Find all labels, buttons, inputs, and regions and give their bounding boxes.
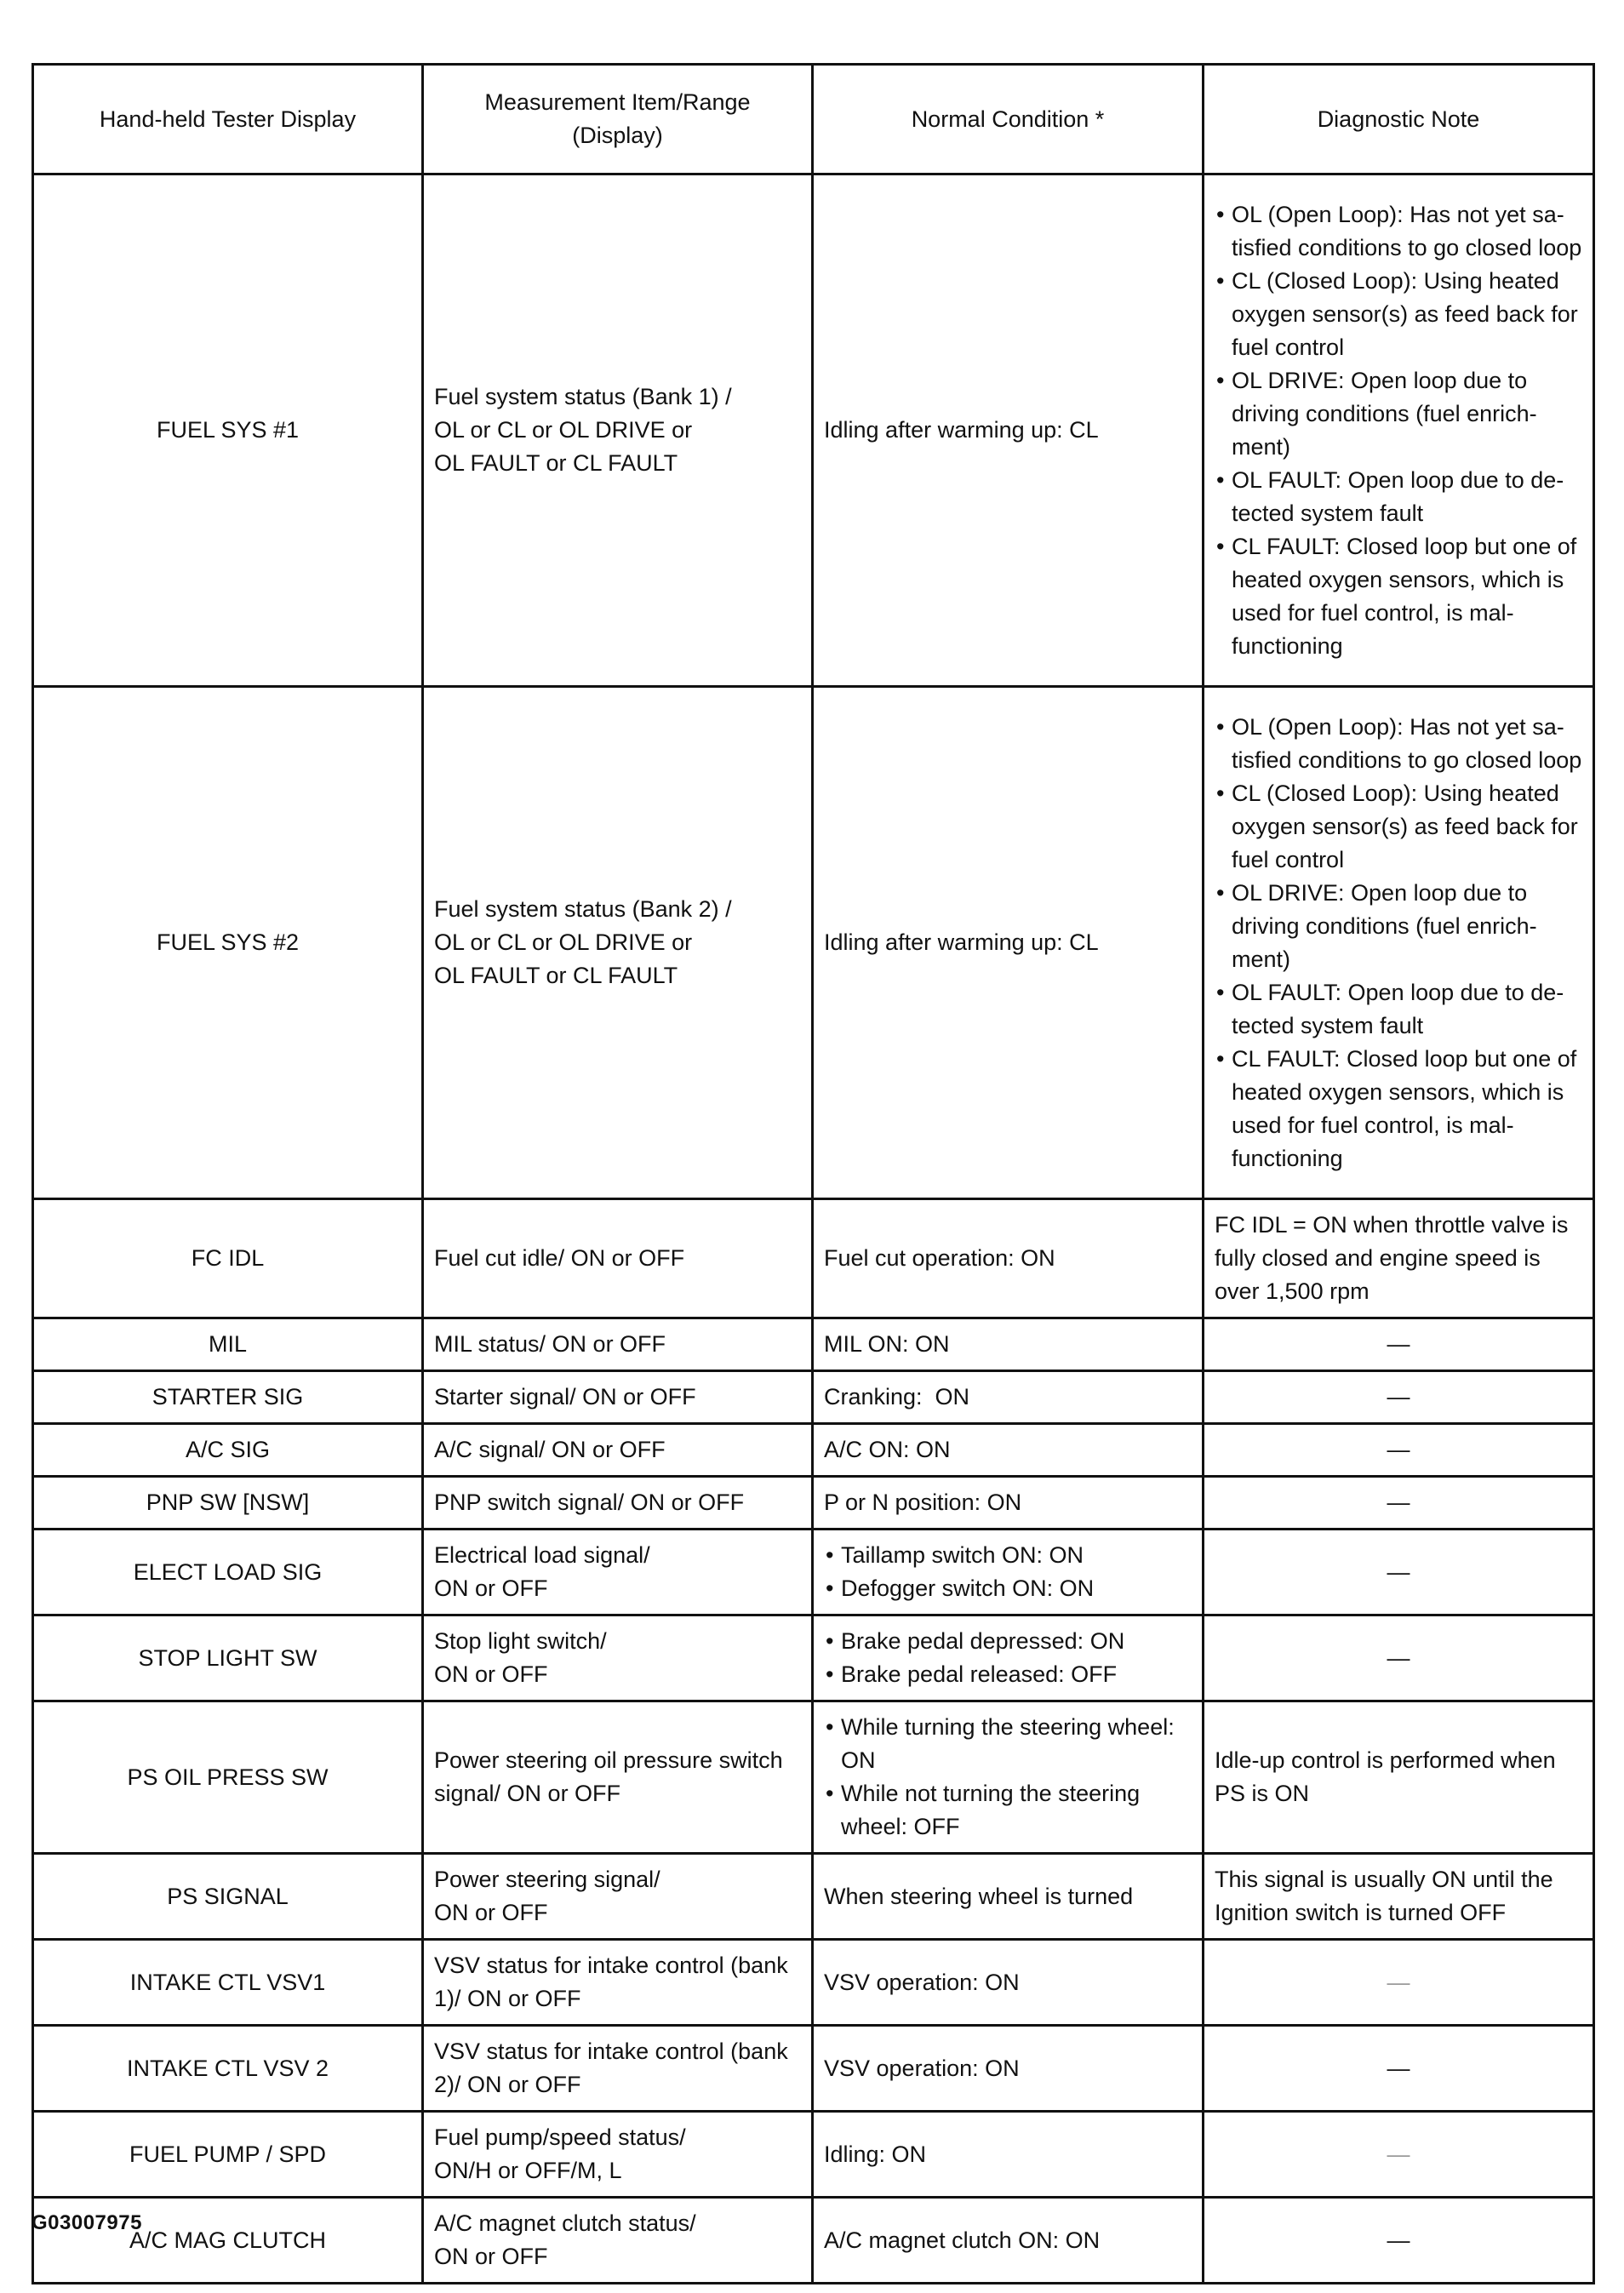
header-measurement-line1: Measurement Item/Range: [484, 89, 751, 115]
cell-normal: Idling: ON: [813, 2112, 1204, 2198]
measurement-line: ON or OFF: [434, 1575, 548, 1601]
cell-note: [1204, 1940, 1594, 2026]
measurement-line: A/C magnet clutch status/: [434, 2210, 696, 2236]
table-row: [33, 1371, 1594, 1424]
cell-display: MIL: [33, 1318, 423, 1371]
table-row: [33, 1854, 1594, 1940]
cell-measurement: [423, 2198, 813, 2284]
measurement-line: Fuel pump/speed status/: [434, 2124, 686, 2150]
note-bullet-list: [1215, 711, 1582, 1175]
note-bullet-list: [1215, 198, 1582, 663]
cell-display: PS OIL PRESS SW: [33, 1701, 423, 1854]
measurement-line: Stop light switch/: [434, 1628, 607, 1654]
normal-item: • Defogger switch ON: ON: [824, 1572, 1192, 1605]
cell-measurement: VSV status for intake control (bank 2)/ ON or OFF: [423, 2026, 813, 2112]
cell-normal: [813, 1701, 1204, 1854]
dash-mark: —: [1387, 1558, 1410, 1585]
table-row: [33, 1530, 1594, 1615]
cell-display: A/C MAG CLUTCH: [33, 2198, 423, 2284]
normal-bullet-list: [824, 1539, 1192, 1605]
cell-measurement: [423, 2112, 813, 2198]
cell-measurement: VSV status for intake control (bank 1)/ ON or OFF: [423, 1940, 813, 2026]
cell-measurement: [423, 1854, 813, 1940]
note-item: • OL FAULT: Open loop due to de- tected system fault: [1215, 976, 1582, 1043]
header-measurement: [423, 65, 813, 174]
cell-measurement: Power steering oil pressure switch signal/ ON or OFF: [423, 1701, 813, 1854]
header-tester-display: Hand-held Tester Display: [33, 65, 423, 174]
cell-measurement: [423, 687, 813, 1199]
header-normal-condition: Normal Condition *: [813, 65, 1204, 174]
cell-note: [1204, 2026, 1594, 2112]
measurement-line: ON or OFF: [434, 1661, 548, 1687]
cell-normal: MIL ON: ON: [813, 1318, 1204, 1371]
dash-mark: —: [1387, 1437, 1410, 1462]
cell-display: A/C SIG: [33, 1424, 423, 1477]
note-item: • CL FAULT: Closed loop but one of heated oxygen sensors, which is used for fuel control, is mal- functioning: [1215, 530, 1582, 663]
cell-normal: A/C ON: ON: [813, 1424, 1204, 1477]
cell-display: STOP LIGHT SW: [33, 1615, 423, 1701]
table-row: [33, 2198, 1594, 2284]
cell-note: [1204, 1371, 1594, 1424]
cell-display: FUEL PUMP / SPD: [33, 2112, 423, 2198]
cell-note: Idle-up control is performed when PS is ON: [1204, 1701, 1594, 1854]
cell-note: [1204, 1615, 1594, 1701]
cell-display: STARTER SIG: [33, 1371, 423, 1424]
cell-normal: When steering wheel is turned: [813, 1854, 1204, 1940]
cell-normal: P or N position: ON: [813, 1477, 1204, 1530]
cell-note: This signal is usually ON until the Ignition switch is turned OFF: [1204, 1854, 1594, 1940]
header-measurement-line2: (Display): [572, 123, 663, 148]
cell-display: FUEL SYS #2: [33, 687, 423, 1199]
cell-display: FUEL SYS #1: [33, 174, 423, 687]
cell-measurement: [423, 1530, 813, 1615]
table-row: [33, 1477, 1594, 1530]
measurement-line: Power steering signal/: [434, 1867, 660, 1892]
dash-mark: —: [1387, 2055, 1410, 2081]
dash-mark: —: [1387, 1490, 1410, 1515]
dash-mark: —: [1387, 1644, 1410, 1671]
table-row: [33, 687, 1594, 1199]
cell-note: FC IDL = ON when throttle valve is fully closed and engine speed is over 1,500 rpm: [1204, 1199, 1594, 1318]
cell-note: [1204, 2112, 1594, 2198]
cell-note: [1204, 174, 1594, 687]
cell-display: PNP SW [NSW]: [33, 1477, 423, 1530]
note-item: • CL FAULT: Closed loop but one of heated oxygen sensors, which is used for fuel control, is mal- functioning: [1215, 1043, 1582, 1175]
measurement-line: OL FAULT or CL FAULT: [434, 963, 678, 988]
diagnostic-data-table: [31, 63, 1595, 2284]
note-item: • OL DRIVE: Open loop due to driving conditions (fuel enrich- ment): [1215, 877, 1582, 976]
normal-item: • Brake pedal depressed: ON: [824, 1625, 1192, 1658]
note-item: • OL FAULT: Open loop due to de- tected system fault: [1215, 464, 1582, 530]
table-row: [33, 1318, 1594, 1371]
table-row: [33, 1940, 1594, 2026]
cell-display: INTAKE CTL VSV1: [33, 1940, 423, 2026]
table-row: [33, 1199, 1594, 1318]
dash-mark: —: [1387, 1384, 1410, 1410]
cell-display: ELECT LOAD SIG: [33, 1530, 423, 1615]
cell-display: FC IDL: [33, 1199, 423, 1318]
dash-mark: —: [1387, 2227, 1410, 2253]
cell-normal: Idling after warming up: CL: [813, 174, 1204, 687]
measurement-line: ON/H or OFF/M, L: [434, 2158, 622, 2183]
table-row: [33, 2112, 1594, 2198]
table-row: [33, 1424, 1594, 1477]
measurement-line: Electrical load signal/: [434, 1542, 650, 1568]
cell-normal: VSV operation: ON: [813, 1940, 1204, 2026]
note-item: • OL DRIVE: Open loop due to driving conditions (fuel enrich- ment): [1215, 364, 1582, 464]
cell-measurement: Fuel cut idle/ ON or OFF: [423, 1199, 813, 1318]
measurement-line: OL or CL or OL DRIVE or: [434, 929, 693, 955]
measurement-line: Fuel system status (Bank 1) /: [434, 384, 732, 409]
cell-note: [1204, 687, 1594, 1199]
cell-normal: A/C magnet clutch ON: ON: [813, 2198, 1204, 2284]
cell-normal: [813, 1530, 1204, 1615]
cell-note: [1204, 1530, 1594, 1615]
note-item: • OL (Open Loop): Has not yet sa- tisfied conditions to go closed loop: [1215, 198, 1582, 265]
cell-note: [1204, 1424, 1594, 1477]
note-item: • CL (Closed Loop): Using heated oxygen sensor(s) as feed back for fuel control: [1215, 265, 1582, 364]
cell-display: INTAKE CTL VSV 2: [33, 2026, 423, 2112]
cell-note: [1204, 2198, 1594, 2284]
cell-normal: Idling after warming up: CL: [813, 687, 1204, 1199]
normal-item: • While turning the steering wheel: ON: [824, 1711, 1192, 1777]
note-item: • CL (Closed Loop): Using heated oxygen sensor(s) as feed back for fuel control: [1215, 777, 1582, 877]
measurement-line: ON or OFF: [434, 2244, 548, 2269]
table-row: [33, 1615, 1594, 1701]
normal-item: • Brake pedal released: OFF: [824, 1658, 1192, 1691]
dash-mark: —: [1387, 1331, 1410, 1357]
header-diagnostic-note: Diagnostic Note: [1204, 65, 1594, 174]
normal-bullet-list: [824, 1711, 1192, 1844]
cell-normal: [813, 1615, 1204, 1701]
cell-measurement: Starter signal/ ON or OFF: [423, 1371, 813, 1424]
table-row: [33, 1701, 1594, 1854]
table-row: [33, 174, 1594, 687]
cell-measurement: [423, 174, 813, 687]
cell-measurement: [423, 1615, 813, 1701]
cell-measurement: PNP switch signal/ ON or OFF: [423, 1477, 813, 1530]
measurement-line: Fuel system status (Bank 2) /: [434, 896, 732, 922]
cell-note: [1204, 1477, 1594, 1530]
normal-item: • Taillamp switch ON: ON: [824, 1539, 1192, 1572]
cell-note: [1204, 1318, 1594, 1371]
normal-bullet-list: [824, 1625, 1192, 1691]
cell-normal: Cranking: ON: [813, 1371, 1204, 1424]
cell-measurement: MIL status/ ON or OFF: [423, 1318, 813, 1371]
cell-normal: Fuel cut operation: ON: [813, 1199, 1204, 1318]
measurement-line: OL FAULT or CL FAULT: [434, 450, 678, 476]
cell-display: PS SIGNAL: [33, 1854, 423, 1940]
note-item: • OL (Open Loop): Has not yet sa- tisfied conditions to go closed loop: [1215, 711, 1582, 777]
table-row: [33, 2026, 1594, 2112]
dash-mark: —: [1387, 1969, 1410, 1995]
dash-mark: —: [1387, 2141, 1410, 2167]
normal-item: • While not turning the steering wheel: OFF: [824, 1777, 1192, 1844]
cell-normal: VSV operation: ON: [813, 2026, 1204, 2112]
figure-id: G03007975: [31, 2211, 142, 2234]
measurement-line: ON or OFF: [434, 1900, 548, 1925]
header-row: [33, 65, 1594, 174]
cell-measurement: A/C signal/ ON or OFF: [423, 1424, 813, 1477]
measurement-line: OL or CL or OL DRIVE or: [434, 417, 693, 443]
